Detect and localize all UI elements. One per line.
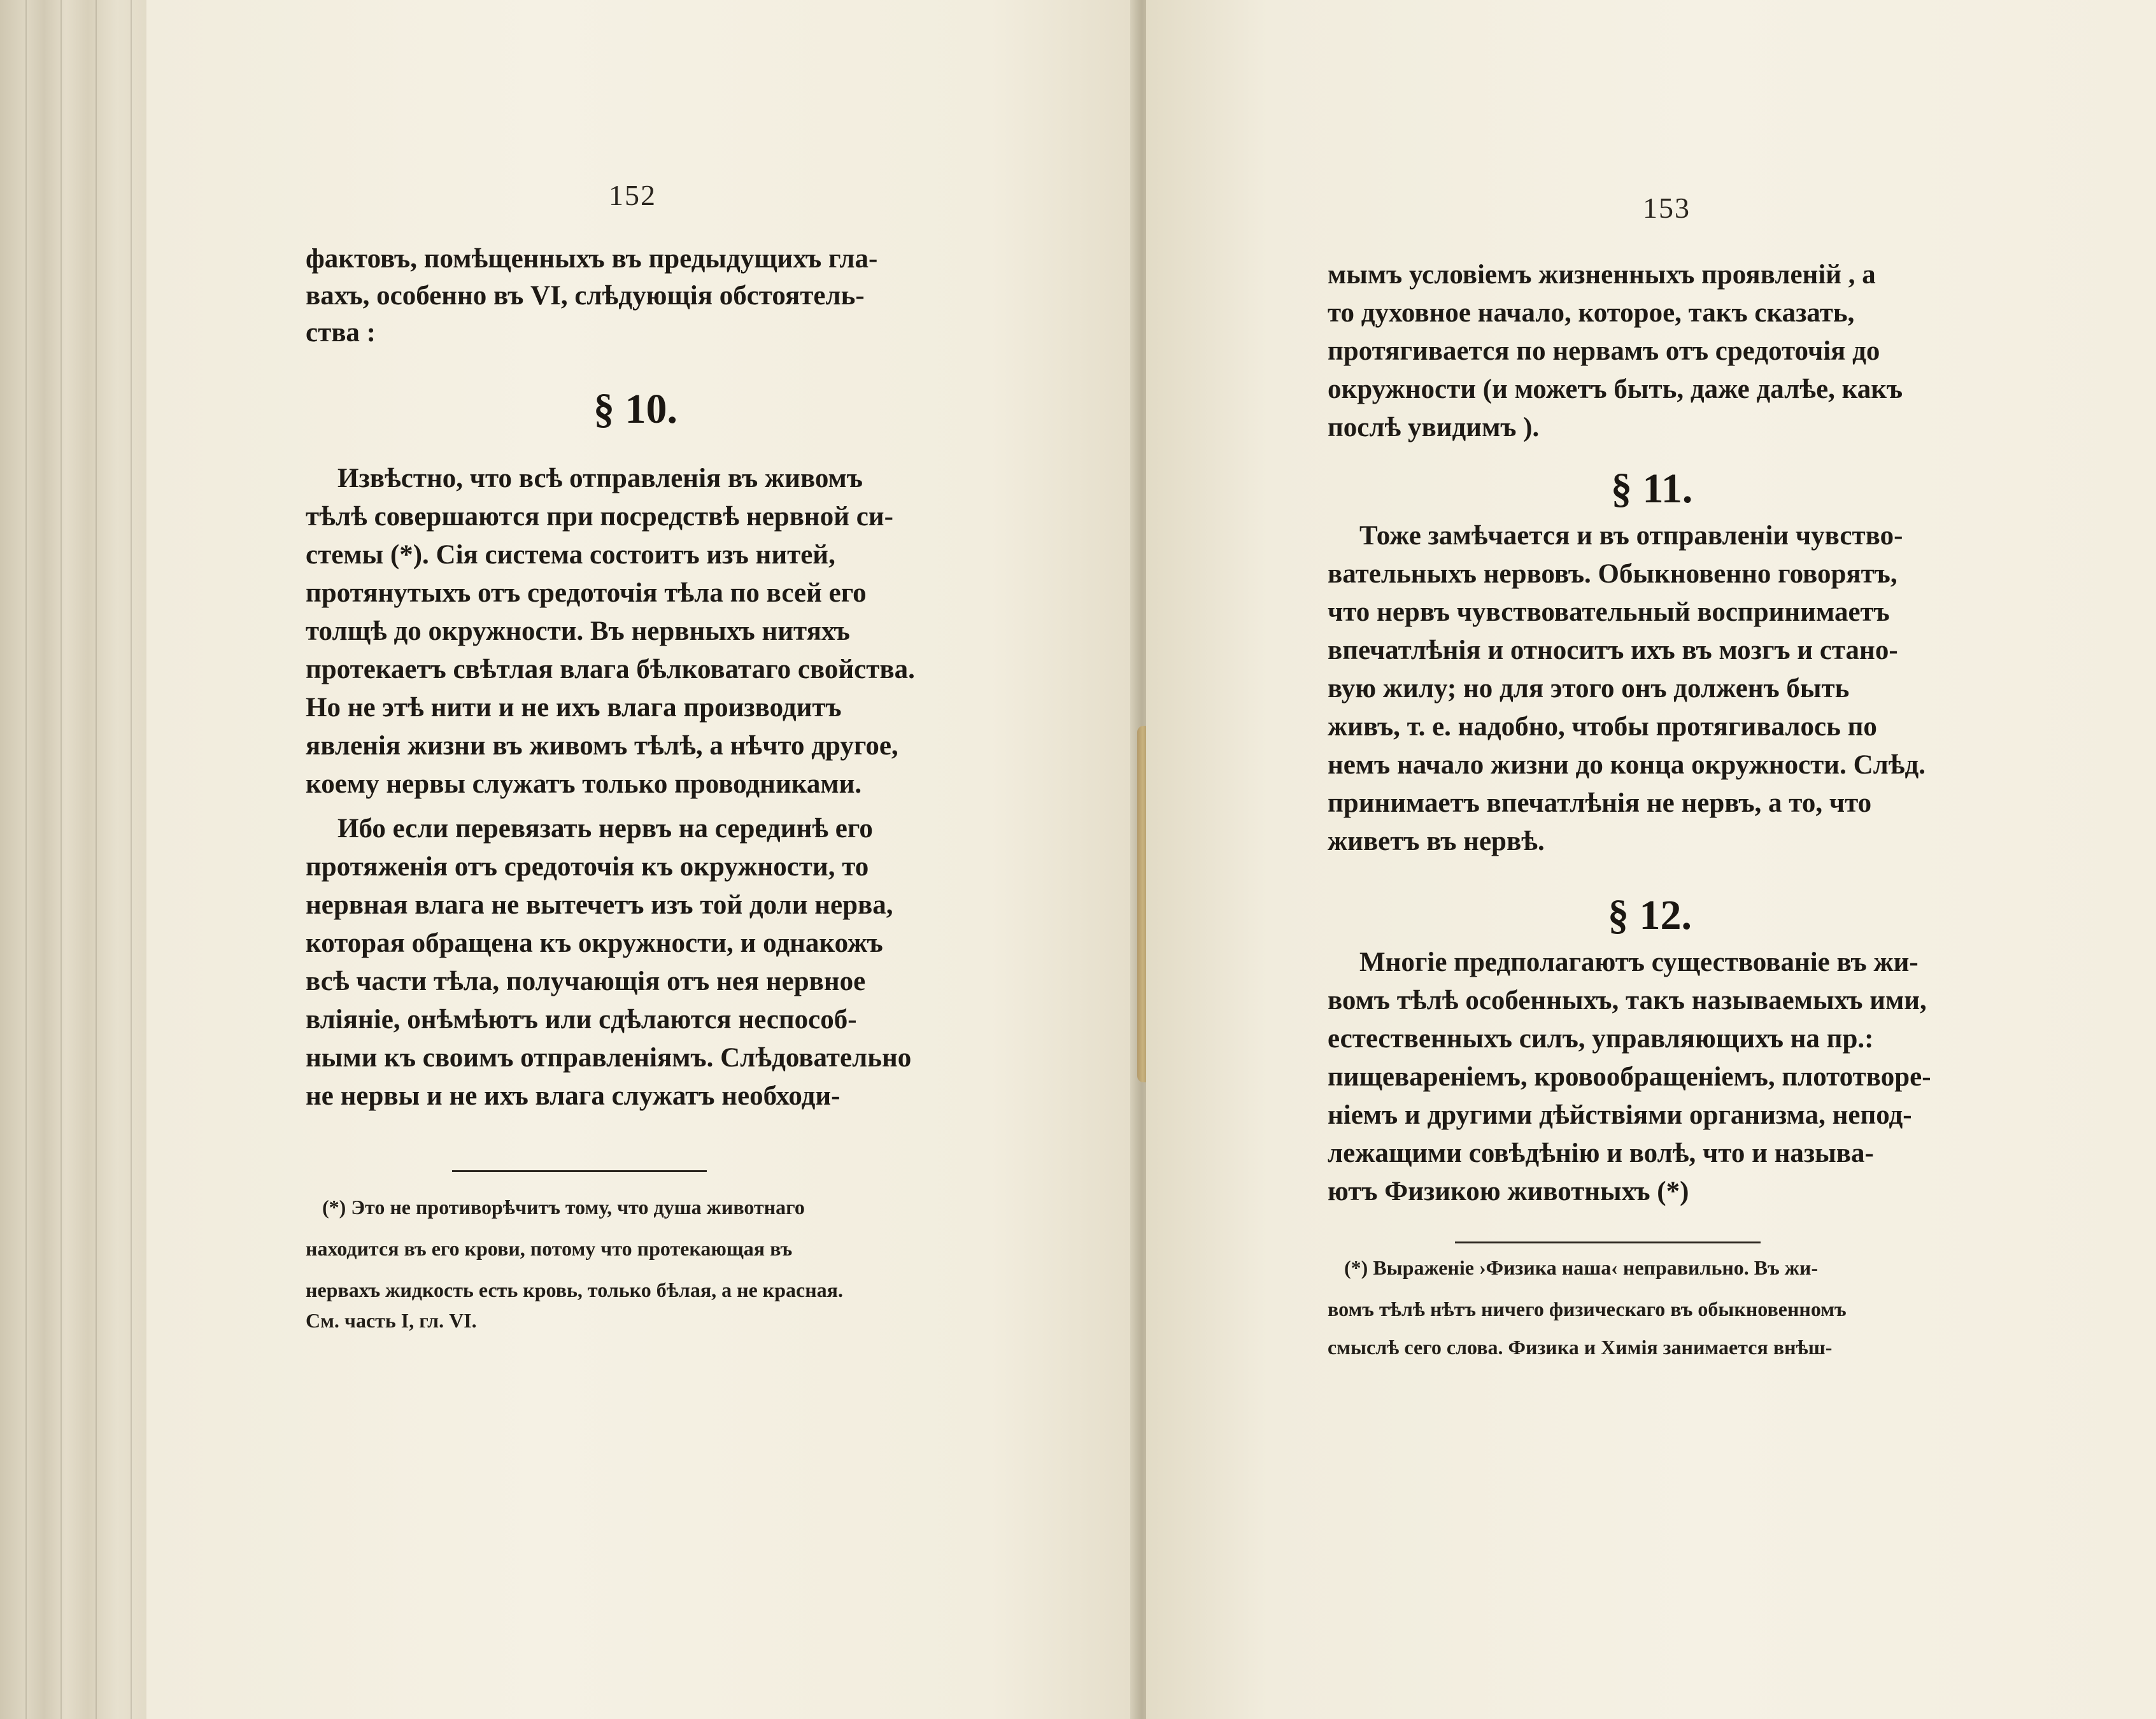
text-line: вомъ тѣлѣ особенныхъ, такъ называемыхъ ими, (1328, 986, 1927, 1015)
text-line: которая обращена къ окружности, и однакожъ (306, 928, 883, 958)
text-line: протекаетъ свѣтлая влага бѣлковатаго свойства. (306, 654, 915, 684)
text-line: вую жилу; но для этого онъ долженъ быть (1328, 674, 1850, 704)
footnote-rule (1455, 1242, 1761, 1243)
text-line: нервная влага не вытечетъ изъ той доли нерва, (306, 890, 893, 920)
text-line: ства : (306, 318, 376, 348)
footnote-rule (452, 1170, 707, 1172)
text-line: окружности (и можетъ быть, даже далѣе, какъ (1328, 374, 1903, 404)
text-line: протяженія отъ средоточія къ окружности, то (306, 852, 869, 882)
text-line: вліяніе, онѣмѣютъ или сдѣлаются неспособ- (306, 1005, 857, 1035)
text-line: живъ, т. е. надобно, чтобы протягивалось по (1328, 712, 1877, 742)
footnote-line: См. часть I, гл. VI. (306, 1309, 477, 1332)
footnote-line: (*) Выраженіе ›Физика наша‹ неправильно. Въ жи- (1344, 1256, 1819, 1279)
footnote-line: (*) Это не противорѣчитъ тому, что душа животнаго (322, 1196, 805, 1219)
text-line: что нервъ чувствовательный воспринимаетъ (1328, 597, 1890, 627)
text-line: тѣлѣ совершаются при посредствѣ нервной си- (306, 502, 893, 532)
section-heading: § 11. (1611, 465, 1693, 512)
text-line: протягивается по нервамъ отъ средоточія до (1328, 336, 1880, 366)
text-line: принимаетъ впечатлѣнія не нервъ, а то, что (1328, 788, 1872, 818)
text-line: фактовъ, помѣщенныхъ въ предыдущихъ гла- (306, 244, 878, 274)
text-line: ными къ своимъ отправленіямъ. Слѣдовательно (306, 1043, 912, 1073)
footnote-line: находится въ его крови, потому что протекающая въ (306, 1237, 793, 1260)
text-line: ніемъ и другими дѣйствіями организма, непод- (1328, 1100, 1912, 1130)
text-line: вахъ, особенно въ VI, слѣдующія обстоятель- (306, 281, 865, 311)
page-edges (0, 0, 146, 1719)
text-line: живетъ въ нервѣ. (1328, 826, 1545, 856)
text-line: стемы (*). Сія система состоитъ изъ нитей, (306, 540, 835, 570)
text-line: Извѣстно, что всѣ отправленія въ живомъ (337, 463, 863, 493)
right-text-column (1328, 0, 2149, 1719)
text-line: коему нервы служатъ только проводниками. (306, 769, 862, 799)
text-line: Многіе предполагаютъ существованіе въ жи- (1359, 947, 1918, 977)
text-line: ютъ Физикою животныхъ (*) (1328, 1177, 1689, 1206)
text-line: послѣ увидимъ ). (1328, 413, 1540, 442)
text-line: толщѣ до окружности. Въ нервныхъ нитяхъ (306, 616, 850, 646)
text-line: немъ начало жизни до конца окружности. Слѣд. (1328, 750, 1926, 780)
left-text-column (306, 0, 1133, 1719)
text-line: впечатлѣнія и относитъ ихъ въ мозгъ и стано- (1328, 635, 1898, 665)
text-line: Ибо если перевязать нервъ на серединѣ его (337, 814, 873, 844)
text-line: Но не этѣ нити и не ихъ влага производитъ (306, 693, 842, 723)
footnote-line: вомъ тѣлѣ нѣтъ ничего физическаго въ обыкновенномъ (1328, 1298, 1847, 1320)
section-heading: § 10. (593, 386, 677, 432)
text-line: мымъ условіемъ жизненныхъ проявленій , а (1328, 260, 1876, 290)
text-line: пищевареніемъ, кровообращеніемъ, плототворе- (1328, 1062, 1931, 1092)
footnote-line: смыслѣ сего слова. Физика и Химія занимается внѣш- (1328, 1336, 1833, 1359)
text-line: естественныхъ силъ, управляющихъ на пр.: (1328, 1024, 1874, 1054)
right-page (1146, 0, 2156, 1719)
left-page (146, 0, 1140, 1719)
text-line: протянутыхъ отъ средоточія тѣла по всей его (306, 578, 867, 608)
page-number: 152 (609, 179, 656, 211)
footnote-line: нервахъ жидкость есть кровь, только бѣлая, а не красная. (306, 1278, 843, 1301)
text-line: явленія жизни въ живомъ тѣлѣ, а нѣчто другое, (306, 731, 898, 761)
text-line: лежащими совѣдѣнію и волѣ, что и называ- (1328, 1138, 1874, 1168)
text-line: всѣ части тѣла, получающія отъ нея нервное (306, 966, 866, 996)
text-line: вательныхъ нервовъ. Обыкновенно говорятъ, (1328, 559, 1897, 589)
text-line: не нервы и не ихъ влага служатъ необходи- (306, 1081, 840, 1111)
section-heading: § 12. (1608, 892, 1692, 938)
page-number: 153 (1643, 192, 1691, 224)
text-line: то духовное начало, которое, такъ сказать, (1328, 298, 1855, 328)
text-line: Тоже замѣчается и въ отправленіи чувство- (1359, 521, 1903, 551)
